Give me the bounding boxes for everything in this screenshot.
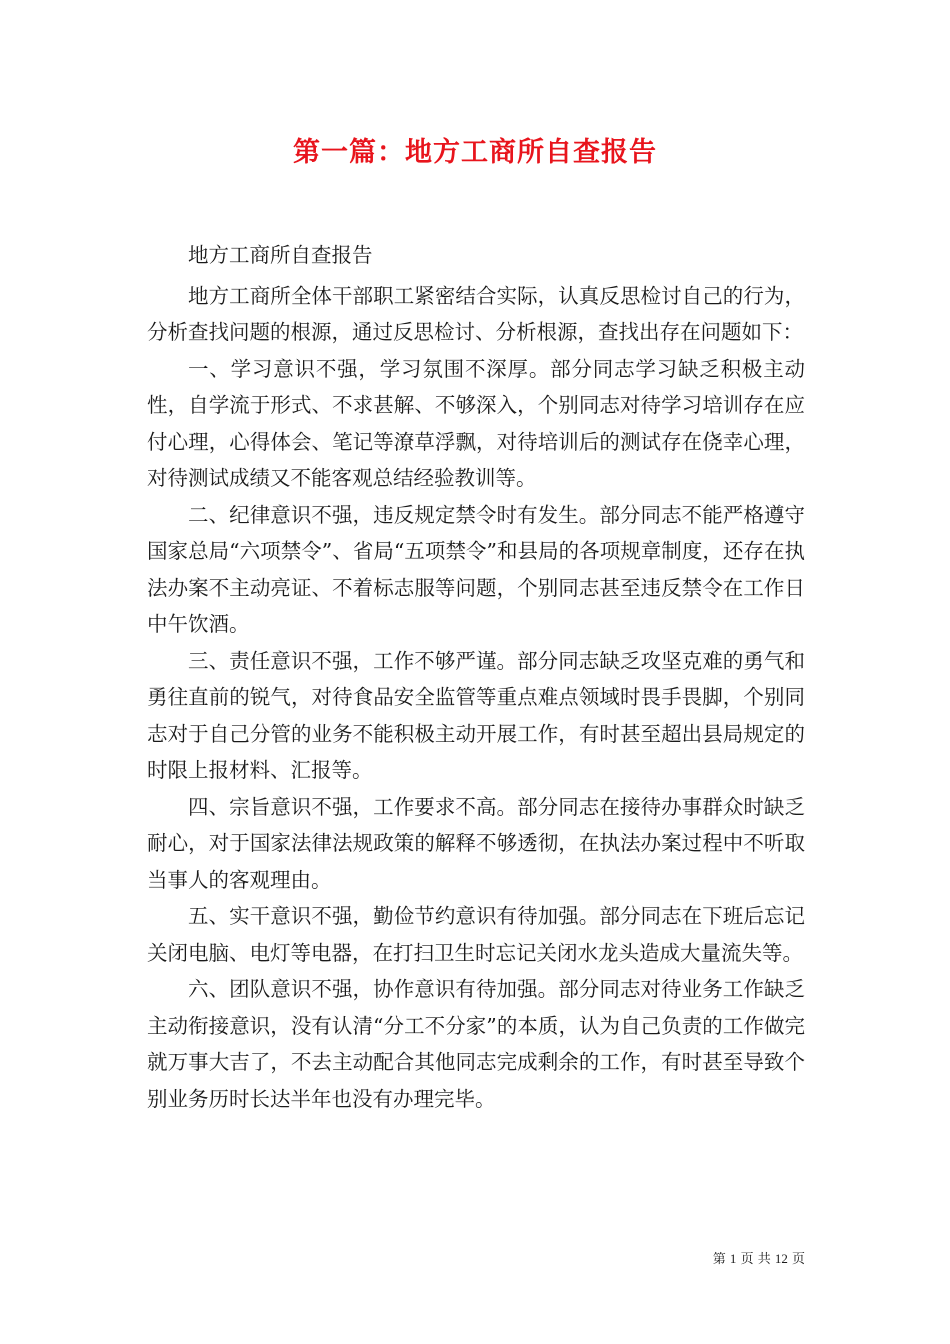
footer-total-pages: 12 <box>774 1251 788 1266</box>
footer-current-page: 1 <box>729 1251 737 1266</box>
footer-prefix: 第 <box>712 1252 726 1267</box>
paragraph-practical-awareness: 五、实干意识不强，勤俭节约意识有待加强。部分同志在下班后忘记关闭电脑、电灯等电器，在打扫卫生时忘记关闭水龙头造成大量流失等。 <box>147 904 805 965</box>
page-number-footer <box>0 1248 805 1267</box>
paragraph-team-awareness: 六、团队意识不强，协作意识有待加强。部分同志对待业务工作缺乏主动衔接意识，没有认清“分工不分家”的本质，认为自己负责的工作做完就万事大吉了，不去主动配合其他同志完成剩余的工作，有时甚至导致个别业务历时长达半年也没有办理完毕。 <box>147 977 805 1111</box>
paragraph-intro: 地方工商所全体干部职工紧密结合实际，认真反思检讨自己的行为，分析查找问题的根源，通过反思检讨、分析根源，查找出存在问题如下： <box>147 283 805 344</box>
paragraph-discipline-awareness: 二、纪律意识不强，违反规定禁令时有发生。部分同志不能严格遵守国家总局“六项禁令”、省局“五项禁令”和县局的各项规章制度，还存在执法办案不主动亮证、不着标志服等问题，个别同志甚至违反禁令在工作日中午饮酒。 <box>147 502 805 636</box>
footer-suffix: 页 <box>791 1252 805 1267</box>
footer-middle: 页 共 <box>740 1252 771 1267</box>
document-title: 第一篇：地方工商所自查报告 <box>293 137 657 168</box>
paragraph-responsibility-awareness: 三、责任意识不强，工作不够严谨。部分同志缺乏攻坚克难的勇气和勇往直前的锐气，对待食品安全监管等重点难点领域时畏手畏脚，个别同志对于自己分管的业务不能积极主动开展工作，有时甚至超出县局规定的时限上报材料、汇报等。 <box>147 648 805 782</box>
paragraph-purpose-awareness: 四、宗旨意识不强，工作要求不高。部分同志在接待办事群众时缺乏耐心，对于国家法律法规政策的解释不够透彻，在执法办案过程中不听取当事人的客观理由。 <box>147 794 805 892</box>
document-subtitle: 地方工商所自查报告 <box>188 243 373 267</box>
paragraph-study-awareness: 一、学习意识不强，学习氛围不深厚。部分同志学习缺乏积极主动性，自学流于形式、不求甚解、不够深入，个别同志对待学习培训存在应付心理，心得体会、笔记等潦草浮飘，对待培训后的测试存在侥幸心理，对待测试成绩又不能客观总结经验教训等。 <box>147 356 805 490</box>
document-body <box>147 237 805 1117</box>
